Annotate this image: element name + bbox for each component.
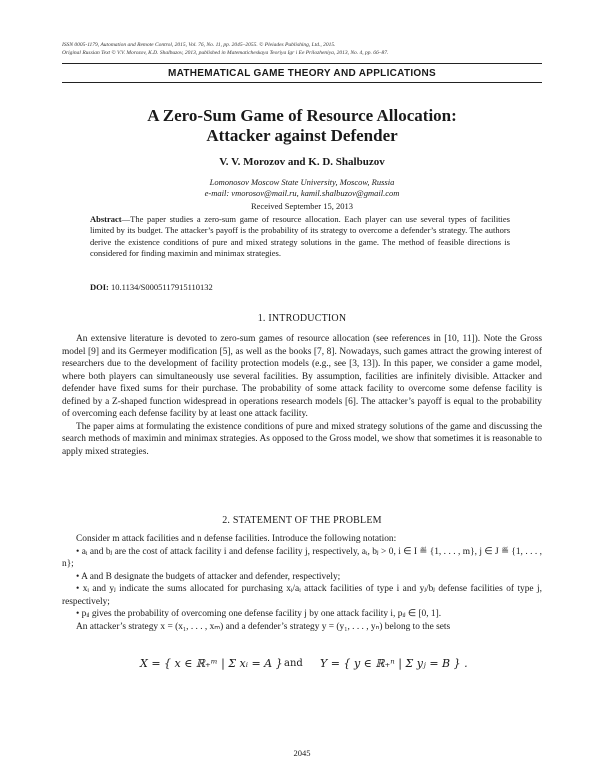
doi-label: DOI: bbox=[90, 282, 109, 292]
affiliation-block bbox=[62, 177, 542, 199]
section-2-title: 2. STATEMENT OF THE PROBLEM bbox=[222, 515, 382, 526]
journal-meta bbox=[62, 41, 542, 57]
notation-bullet-costs: • aᵢ and bⱼ are the cost of attack facility i and defense facility j, respectively, aᵢ, bⱼ > 0, i ∈ I ≝ {1, . . . , m}, j ∈ J ≝ {1, . . . , n}; bbox=[62, 546, 542, 569]
header-rule-top bbox=[62, 63, 542, 64]
affiliation: Lomonosov Moscow State University, Moscow, Russia bbox=[209, 177, 395, 187]
section-2-body bbox=[62, 533, 542, 633]
intro-paragraph-1: An extensive literature is devoted to zero-sum games of resource allocation (see references in [10, 11]). Note the Gross model [9] and its Germeyer modification [5], as well as the books [7, 8]. Nowadays, such games attract the growing interest of researchers due to the development of facility protection models (e.g., see [3, 13]). In this paper, we consider a game model, where both players can simultaneously use several facilities. By assumption, facilities are infinitely divisible. Attacker and defender have fixed sums for their purchase. The probability of some attack facility to overcome some defense facility is defined by a Z-shaped function widespread in operations research models [6]. The attacker’s payoff is equal to the probability of overcoming each defense facility by at least one attack facility. bbox=[62, 334, 542, 419]
formula-and: and bbox=[284, 658, 303, 669]
formula-set-y: Y = { y ∈ ℝ₊ⁿ | Σ yⱼ = B } . bbox=[320, 657, 468, 670]
email: e-mail: vmorosov@mail.ru, kamil.shalbuzov@gmail.com bbox=[204, 188, 400, 198]
doi-value[interactable]: 10.1134/S0005117915110132 bbox=[111, 282, 213, 292]
notation-bullet-budgets: • A and B designate the budgets of attacker and defender, respectively; bbox=[76, 571, 341, 582]
strategy-sets-formula bbox=[62, 649, 542, 689]
abstract-text: —The paper studies a zero-sum game of resource allocation. Each player can use several types of facilities limited by its budget. The attacker’s payoff is the probability of its strategy to overcome a defender’s strategy. The authors derive the existence conditions of pure and mixed strategy solutions in the game. The method of feasible directions is considered for finding maximin and minimax strategies. bbox=[90, 214, 510, 259]
notation-bullet-probability: • pᵢⱼ gives the probability of overcoming one defense facility j by one attack facility i, pᵢⱼ ∈ [0, 1]. bbox=[76, 609, 442, 619]
abstract bbox=[90, 214, 510, 260]
title-line-1: A Zero-Sum Game of Resource Allocation: bbox=[147, 106, 457, 125]
strategy-sets-sentence: An attacker’s strategy x = (x₁, . . . , xₘ) and a defender’s strategy y = (y₁, . . . , yₙ) belong to the sets bbox=[76, 621, 451, 632]
received-date: Received September 15, 2013 bbox=[251, 201, 353, 211]
intro-paragraph-2: The paper aims at formulating the existence conditions of pure and mixed strategy solutions of the game and discussing the search methods of maximin and minimax strategies. As opposed to the Gross model, we show that sometimes it is reasonable to apply mixed strategies. bbox=[62, 421, 542, 457]
formula-set-x: X = { x ∈ ℝ₊ᵐ | Σ xᵢ = A } bbox=[140, 657, 283, 670]
journal-meta-line-2: Original Russian Text © V.V. Morozov, K.D. Shalbuzov, 2013, published in Matematicheskaya Teoriya Igr i Ee Prilozheniya, 2013, No. 4, pp. 66–87. bbox=[62, 50, 389, 56]
abstract-label: Abstract bbox=[90, 214, 122, 224]
page-number: 2045 bbox=[293, 748, 311, 758]
section-1-body bbox=[62, 333, 542, 458]
journal-meta-line-1: ISSN 0005-1179, Automation and Remote Control, 2015, Vol. 76, No. 11, pp. 2045–2055. © Pleiades Publishing, Ltd., 2015. bbox=[62, 42, 336, 48]
section-1-title: 1. INTRODUCTION bbox=[257, 313, 347, 324]
doi bbox=[90, 282, 510, 292]
header-rule-bottom bbox=[62, 82, 542, 83]
title-line-2: Attacker against Defender bbox=[206, 126, 398, 145]
section-banner: MATHEMATICAL GAME THEORY AND APPLICATIONS bbox=[167, 68, 437, 79]
authors: V. V. Morozov and K. D. Shalbuzov bbox=[219, 156, 385, 168]
article-title bbox=[62, 106, 542, 146]
notation-intro: Consider m attack facilities and n defense facilities. Introduce the following notation: bbox=[76, 534, 397, 544]
notation-bullet-sums: • xᵢ and yⱼ indicate the sums allocated for purchasing xᵢ/aᵢ attack facilities of type i and yⱼ/bⱼ defense facilities of type j, respectively; bbox=[62, 584, 542, 607]
